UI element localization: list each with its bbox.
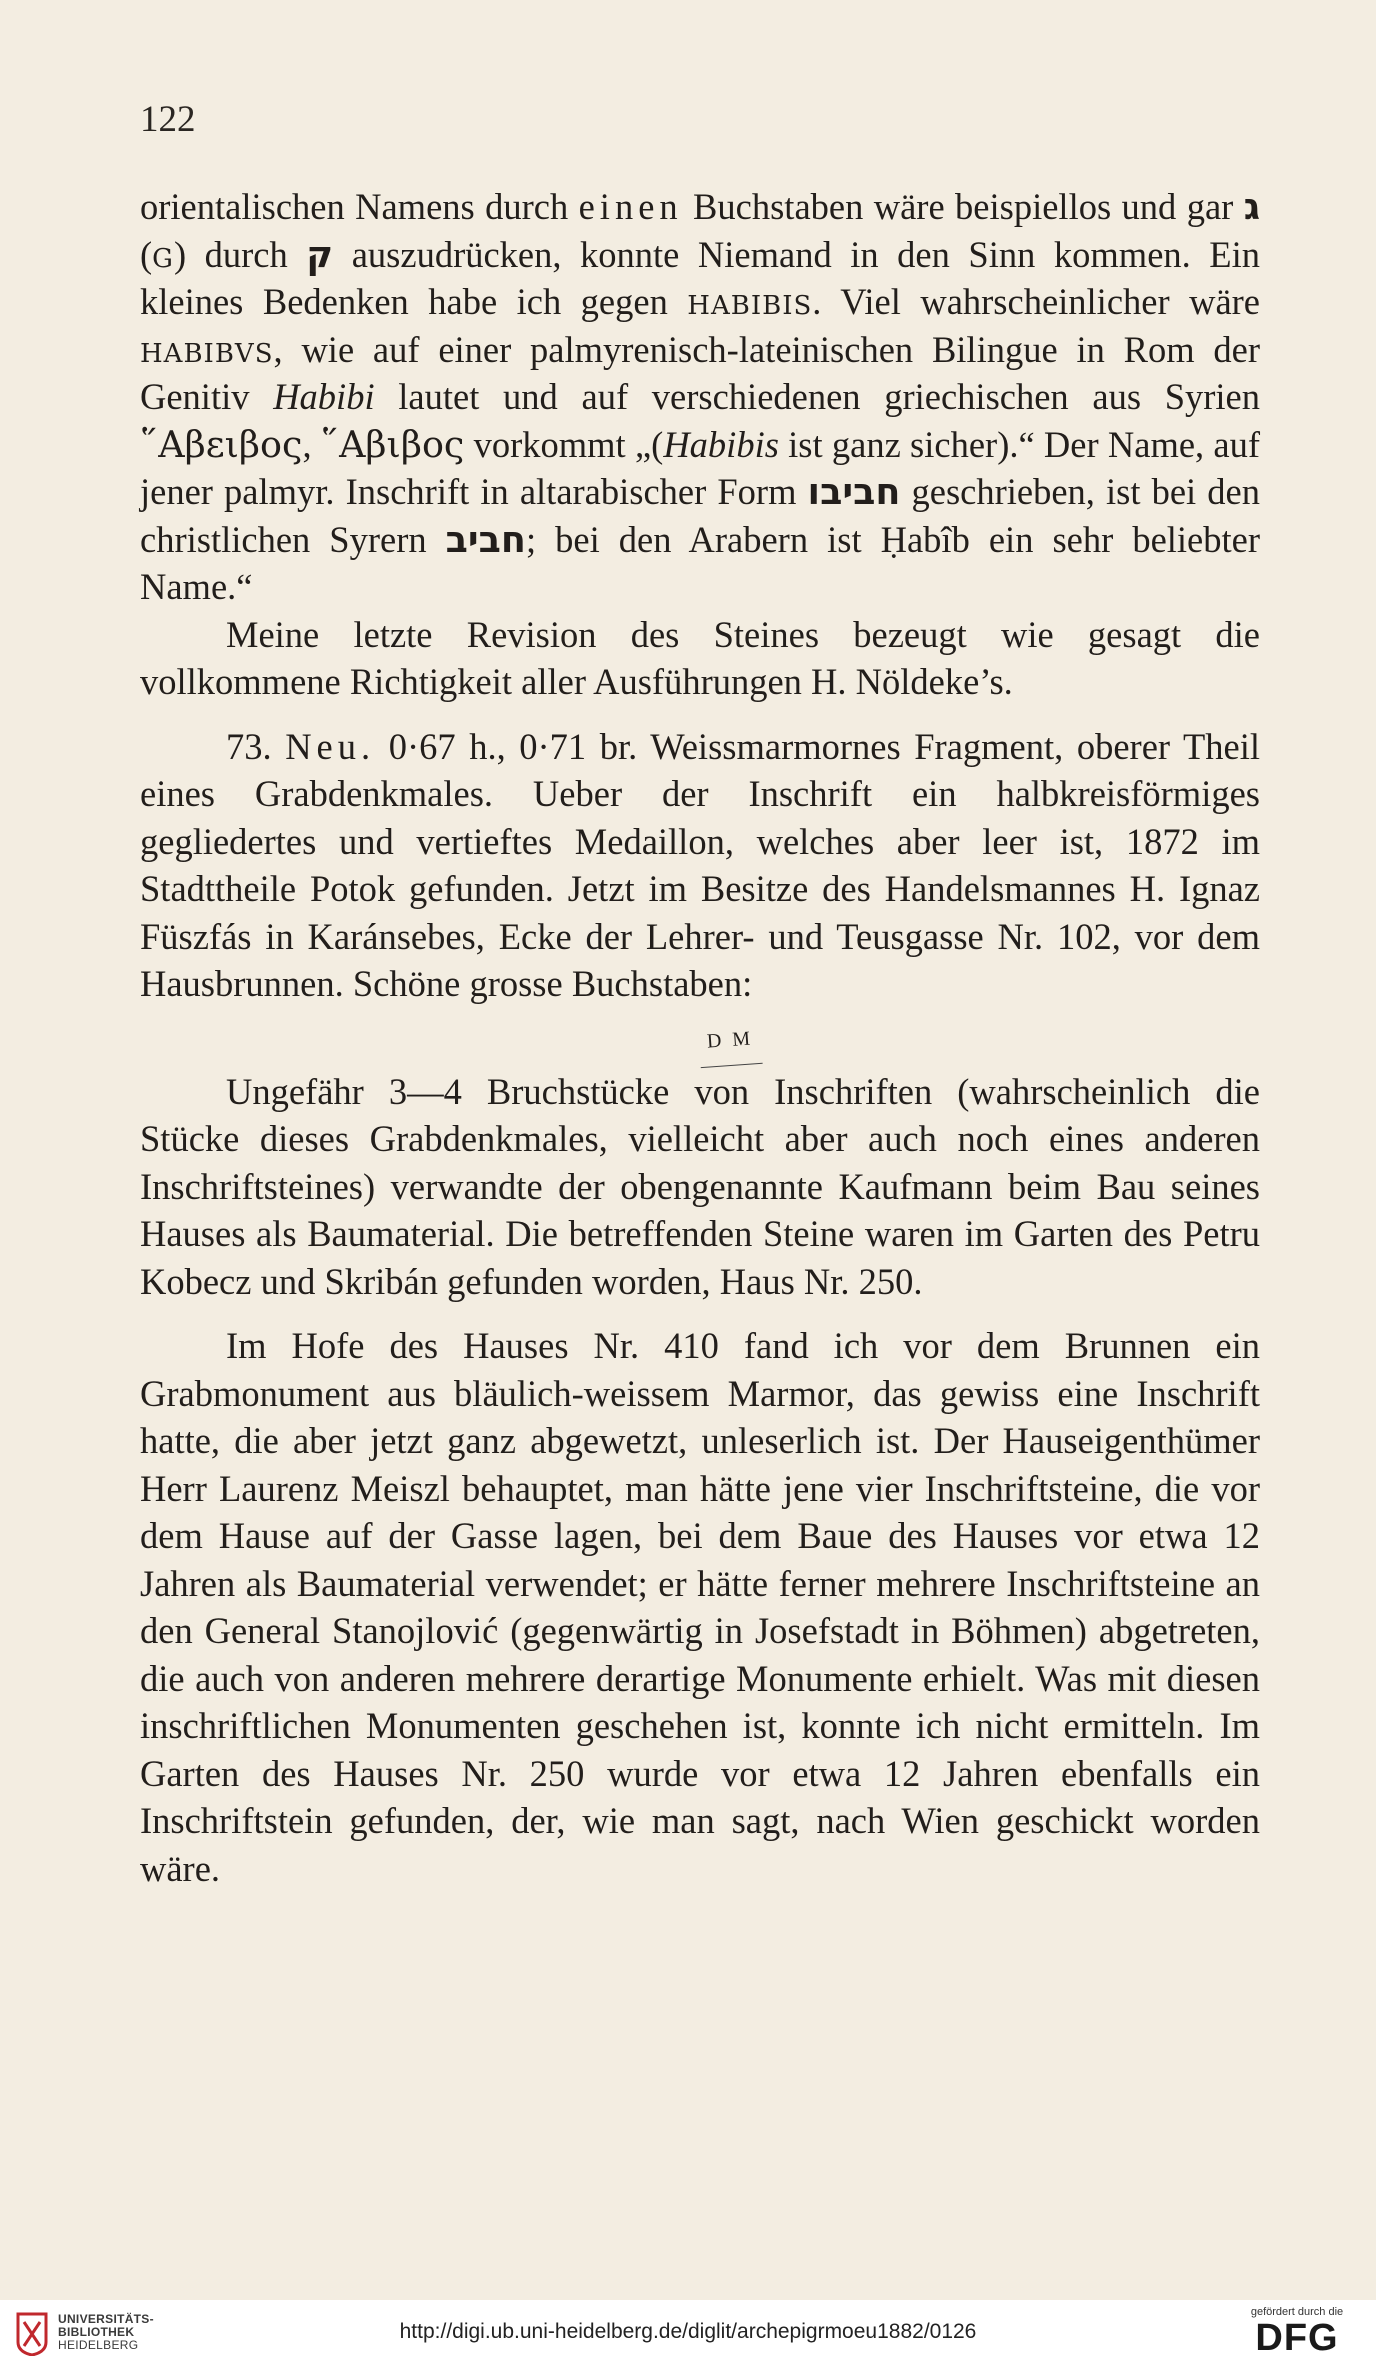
text-run: geschrieben, ist bei den christlichen Syrern (140, 471, 1260, 560)
inscription-monogram (140, 1010, 1260, 1066)
hebrew-word: חביבו (807, 470, 901, 513)
paragraph-p3 (140, 723, 1260, 1008)
text-run: ( (140, 233, 153, 275)
paragraph-p4 (140, 1068, 1260, 1306)
footer-bar (0, 2300, 1376, 2363)
text-run: vorkommt „( (464, 423, 664, 465)
styled-text: g (152, 232, 174, 276)
funded-by-label: gefördert durch die (1250, 2306, 1344, 2318)
text-run: ist ganz sicher).“ Der Name, auf jener palmyr. Inschrift in altarabischer Form (140, 423, 1261, 512)
text-run: Buchstaben wäre beispiellos und gar (682, 186, 1244, 227)
text-run: orientalischen Namens durch (140, 186, 579, 227)
text-run: Meine letzte Revision des Steines bezeugt wie gesagt die vollkommene Richtigkeit aller Ausführungen H. Nöldeke’s. (140, 613, 1260, 702)
text-run: Im Hofe des Hauses Nr. 410 fand ich vor dem Brunnen ein Grabmonument aus bläulich-weissem Marmor, das gewiss eine Inschrift hatte, die aber jetzt ganz abgewetzt, unleserlich ist. Der Hauseigenthümer Herr Laurenz Meiszl behauptet, man hätte jene vier Inschriftsteine, die vor dem Hause auf der Gasse lagen, bei dem Baue des Hauses vor etwa 12 Jahren als Baumaterial verwendet; er hätte ferner mehrere Inschriftsteine an den General Stanojlović (gegenwärtig in Josefstadt in Böhmen) abgetreten, die auch von anderen mehrere derartige Monumente erhielt. Was mit diesen inschriftlichen Monumenten geschehen ist, konnte ich nicht ermitteln. Im Garten des Hauses Nr. 250 wurde vor etwa 12 Jahren ebenfalls ein Inschriftstein gefunden, der, wie man sagt, nach Wien geschickt worden wäre. (140, 1325, 1260, 1889)
styled-text: Habibi (273, 376, 375, 417)
text-run: ; bei den Arabern ist Ḥabîb ein sehr beliebter Name.“ (140, 518, 1260, 607)
hebrew-word: ג (1243, 185, 1260, 228)
library-name-line: UNIVERSITÄTS- (58, 2312, 154, 2326)
text-run: ) durch (173, 233, 307, 275)
styled-text: ῞Αβειβος (140, 422, 303, 466)
page-number: 122 (140, 99, 196, 140)
styled-text: habibis (687, 280, 813, 323)
styled-text: Neu. (285, 725, 376, 767)
source-url-link[interactable]: http://digi.ub.uni-heidelberg.de/diglit/archepigrmoeu1882/0126 (399, 2320, 977, 2343)
text-run: auszudrücken, konnte Niemand in den Sinn kommen. Ein kleines Bedenken habe ich gegen (140, 233, 1260, 322)
text-run: 0·67 h., 0·71 br. Weissmarmornes Fragment, oberer Theil eines Grabdenkmales. Ueber der Inschrift ein halbkreisförmiges gegliedertes und vertieftes Medaillon, welches aber leer ist, 1872 im Stadttheile Potok gefunden. Jetzt im Besitze des Handelsmannes H. Ignaz Füszfás in Karánsebes, Ecke der Lehrer- und Teusgasse Nr. 102, vor dem Hausbrunnen. Schöne grosse Buchstaben: (140, 725, 1260, 1004)
text-run: , wie auf einer palmyrenisch-lateinischen Bilingue in Rom der Genitiv (140, 328, 1260, 417)
library-name-line: HEIDELBERG (58, 2338, 139, 2352)
library-name-line: BIBLIOTHEK (58, 2325, 135, 2339)
text-run: , (302, 423, 321, 465)
text-run: 73. (226, 725, 286, 767)
text-run: Ungefähr 3—4 Bruchstücke von Inschriften (wahrscheinlich die Stücke dieses Grabdenkmales, vielleicht aber auch noch eines anderen Inschriftsteines) verwandte der obengenannte Kaufmann beim Bau seines Hauses als Baumaterial. Die betreffenden Steine waren im Garten des Petru Kobecz und Skribán gefunden worden, Haus Nr. 250. (140, 1070, 1260, 1302)
styled-text: einen (578, 186, 683, 227)
text-run: . Viel wahrscheinlicher wäre (812, 281, 1261, 322)
dfg-logo: DFG (1255, 2317, 1339, 2359)
paragraph-p5 (140, 1322, 1260, 1892)
hebrew-word: חביב (445, 517, 526, 561)
styled-text: habibvs (140, 327, 274, 371)
body-text (140, 183, 1260, 1892)
hebrew-word: ק (306, 232, 334, 276)
paragraph-p2 (140, 611, 1260, 706)
funder-block (1232, 2306, 1362, 2358)
paragraph-p1 (140, 183, 1260, 611)
text-run: lautet und auf verschiedenen griechischen aus Syrien (374, 376, 1261, 417)
inscription-text: D M (697, 1014, 762, 1067)
styled-text: Habibis (663, 423, 779, 465)
styled-text: ῞Αβιβος (320, 422, 465, 466)
